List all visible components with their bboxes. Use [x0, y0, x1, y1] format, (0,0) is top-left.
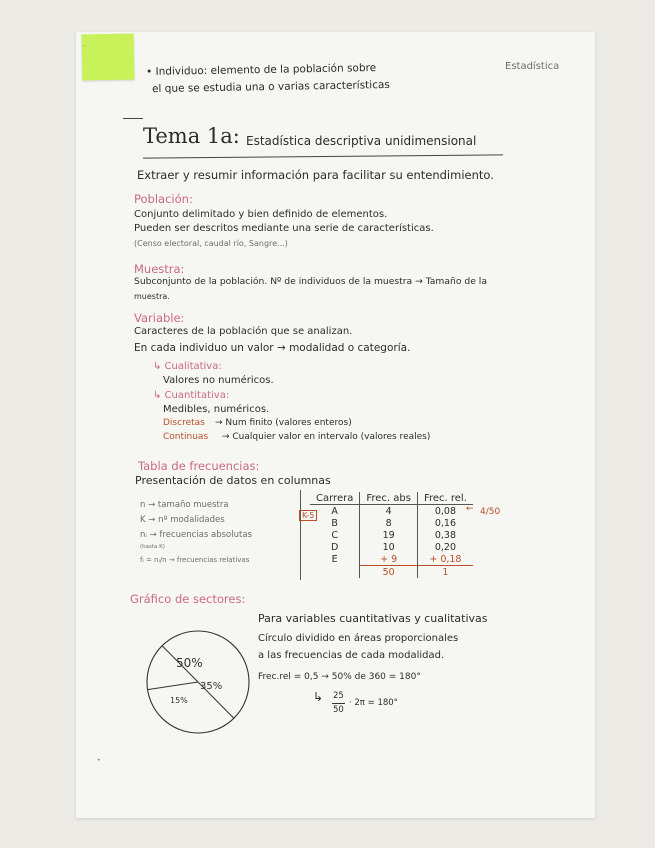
legend-n: n → tamaño muestra — [140, 500, 229, 510]
cell-carrera: D — [310, 541, 360, 553]
cuantitativa-desc: Medibles, numéricos. — [163, 404, 270, 415]
dot-mark: • — [97, 757, 101, 764]
cell-abs: + 9 — [360, 553, 418, 566]
intro-line-2: el que se estudia una o varias características — [151, 78, 390, 96]
table-row — [310, 505, 473, 518]
pie-chart — [143, 627, 253, 737]
discretas-desc: → Num finito (valores enteros) — [215, 418, 352, 428]
table-row — [310, 517, 473, 529]
pie-label-35: 35% — [200, 681, 223, 692]
hook-arrow-icon: ↳ — [313, 690, 324, 704]
intro-line-1: • Individuo: elemento de la población sobre — [145, 61, 377, 79]
variable-heading: Variable: — [134, 311, 185, 325]
cell-abs: 8 — [360, 517, 418, 529]
lead-text: Extraer y resumir información para facilitar su entendimiento. — [137, 168, 494, 182]
sectores-heading: Gráfico de sectores: — [130, 592, 246, 606]
formula-2-den: 50 — [333, 705, 344, 715]
cuantitativa-label: ↳ Cuantitativa: — [153, 390, 230, 401]
pie-sector-edge — [148, 682, 198, 690]
formula-1: Frec.rel = 0,5 → 50% de 360 = 180° — [258, 672, 421, 682]
total-rel: 1 — [417, 566, 472, 579]
cualitativa-desc: Valores no numéricos. — [163, 375, 274, 386]
cell-carrera: A — [310, 505, 360, 518]
legend-hasta: (hasta K) — [140, 544, 165, 550]
col-frec-rel: Frec. rel. — [417, 492, 472, 505]
pie-label-15: 15% — [170, 696, 188, 705]
col-frec-abs: Frec. abs — [360, 492, 418, 505]
fraction-bar — [332, 703, 345, 704]
cell-abs: 19 — [360, 529, 418, 541]
formula-2-num: 25 — [333, 691, 344, 701]
cualitativa-label: ↳ Cualitativa: — [153, 361, 222, 372]
col-carrera: Carrera — [310, 492, 360, 505]
muestra-line-1: Subconjunto de la población. Nº de individuos de la muestra → Tamaño de la — [134, 276, 487, 287]
cell-rel: + 0,18 — [429, 553, 462, 565]
table-left-rule — [300, 490, 301, 580]
pie-label-50: 50% — [176, 656, 203, 670]
table-row — [310, 541, 473, 553]
poblacion-heading: Población: — [134, 192, 193, 206]
table-row — [310, 553, 473, 566]
legend-ni: nᵢ → frecuencias absolutas — [140, 530, 252, 540]
continuas-desc: → Cualquier valor en intervalo (valores reales) — [222, 432, 431, 442]
sectores-line-1: Para variables cuantitativas y cualitativas — [258, 612, 488, 625]
continuas-label: Continuas — [163, 432, 209, 442]
tabla-heading: Tabla de frecuencias: — [138, 459, 260, 473]
sectores-line-3: a las frecuencias de cada modalidad. — [258, 650, 445, 661]
muestra-heading: Muestra: — [134, 262, 185, 276]
title-rule-top — [123, 118, 143, 119]
variable-line-2: En cada individuo un valor → modalidad o categoría. — [134, 342, 411, 354]
cell-abs: 4 — [360, 505, 418, 518]
table-total-row — [310, 566, 473, 579]
formula-2-rest: · 2π = 180° — [349, 698, 398, 708]
table-annotation: 4/50 — [480, 507, 501, 517]
page-subtitle: Estadística descriptiva unidimensional — [246, 134, 477, 148]
sectores-line-2: Círculo dividido en áreas proporcionales — [258, 633, 459, 644]
arrow-icon: ← — [466, 504, 474, 514]
cell-rel: 0,08 — [434, 505, 456, 517]
cell-carrera: C — [310, 529, 360, 541]
frequency-table — [310, 492, 473, 578]
discretas-label: Discretas — [163, 418, 205, 428]
cell-rel: 0,16 — [434, 517, 456, 529]
table-row — [310, 529, 473, 541]
muestra-line-2: muestra. — [134, 292, 170, 301]
cell-rel: 0,38 — [434, 529, 456, 541]
variable-line-1: Caracteres de la población que se analizan. — [134, 326, 353, 337]
cell-abs: 10 — [360, 541, 418, 553]
cell-carrera: B — [310, 517, 360, 529]
poblacion-line-3: (Censo electoral, caudal río, Sangre...) — [134, 239, 288, 248]
poblacion-line-1: Conjunto delimitado y bien definido de elementos. — [134, 209, 388, 220]
tabla-desc: Presentación de datos en columnas — [135, 474, 331, 487]
legend-fi: fᵢ = nᵢ/n → frecuencias relativas — [140, 556, 250, 564]
sticky-mark: — — [82, 43, 86, 48]
sticky-note — [82, 34, 135, 81]
legend-k: K → nº modalidades — [140, 515, 225, 525]
corner-label: Estadística — [505, 61, 560, 72]
page-title: Tema 1a: — [143, 124, 240, 148]
cell-carrera: E — [310, 553, 360, 566]
poblacion-line-2: Pueden ser descritos mediante una serie de características. — [134, 223, 434, 234]
cell-rel: 0,20 — [434, 541, 456, 553]
k-tag: K-5 — [299, 510, 317, 521]
total-abs: 50 — [360, 566, 418, 579]
